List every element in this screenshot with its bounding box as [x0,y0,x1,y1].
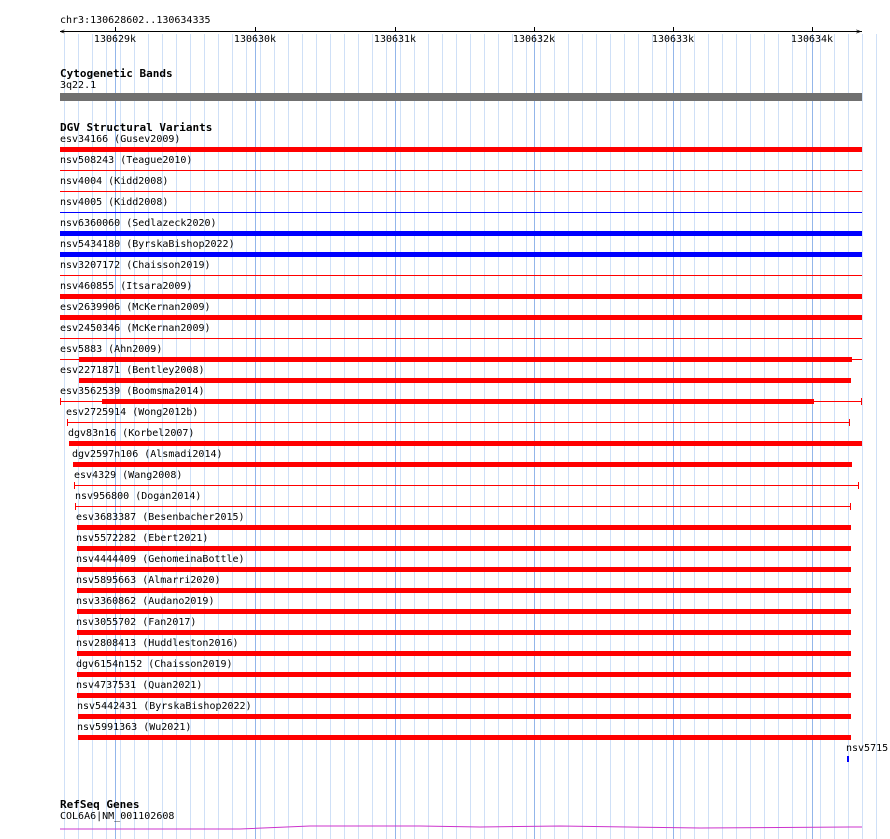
dgv-variant-bar[interactable] [77,546,851,551]
dgv-variant-bar[interactable] [79,357,852,362]
ruler-left-arrow-icon: < [60,27,65,36]
refseq-gene-label[interactable]: COL6A6|NM_001102608 [60,811,175,822]
dgv-variant-extension [60,359,79,360]
dgv-variant-bar[interactable] [77,525,851,530]
dgv-variant-label[interactable]: nsv6360060 (Sedlazeck2020) [60,218,217,229]
dgv-variant-bar[interactable] [77,651,851,656]
dgv-variant-label[interactable]: nsv5442431 (ByrskaBishop2022) [77,701,252,712]
locus-label: chr3:130628602..130634335 [60,15,211,26]
dgv-small-feature-label[interactable]: nsv5715 [846,743,889,754]
dgv-variant-endcap [74,482,75,489]
dgv-variant-label[interactable]: esv2271871 (Bentley2008) [60,365,205,376]
ruler-tick-label: 130630k [233,34,277,45]
dgv-variant-bar[interactable] [60,170,862,171]
dgv-small-feature-bar[interactable] [847,756,849,762]
dgv-variant-bar[interactable] [69,441,862,446]
dgv-variant-bar[interactable] [78,735,851,740]
dgv-variant-label[interactable]: esv3562539 (Boomsma2014) [60,386,205,397]
dgv-variant-endcap [858,482,859,489]
dgv-variant-label[interactable]: nsv4004 (Kidd2008) [60,176,169,187]
dgv-variant-label[interactable]: esv34166 (Gusev2009) [60,134,181,145]
ruler-tick [115,27,116,32]
refseq-gene-model[interactable] [0,823,890,833]
dgv-variant-bar[interactable] [75,506,851,507]
dgv-variant-bar[interactable] [77,672,851,677]
dgv-variant-label[interactable]: nsv508243 (Teague2010) [60,155,193,166]
ruler-tick [255,27,256,32]
dgv-variant-extension [852,359,862,360]
dgv-variant-label[interactable]: esv3683387 (Besenbacher2015) [76,512,245,523]
dgv-variant-label[interactable]: nsv4737531 (Quan2021) [76,680,203,691]
cytoband-bar[interactable] [60,93,862,101]
ruler-tick-label: 130632k [512,34,556,45]
dgv-variant-bar[interactable] [77,609,851,614]
dgv-variant-label[interactable]: nsv5572282 (Ebert2021) [76,533,209,544]
dgv-variant-label[interactable]: nsv4444409 (GenomeinaBottle) [76,554,245,565]
refseq-track-title: RefSeq Genes [60,798,140,811]
dgv-variant-label[interactable]: nsv3360862 (Audano2019) [76,596,215,607]
dgv-variant-label[interactable]: nsv956800 (Dogan2014) [75,491,202,502]
ruler-tick [673,27,674,32]
dgv-variant-label[interactable]: nsv460855 (Itsara2009) [60,281,193,292]
dgv-variant-bar[interactable] [60,338,862,339]
dgv-variant-label[interactable]: nsv3055702 (Fan2017) [76,617,197,628]
dgv-variant-label[interactable]: nsv4005 (Kidd2008) [60,197,169,208]
ruler-tick [395,27,396,32]
dgv-variant-endcap [861,398,862,405]
dgv-variant-extension [60,401,862,402]
ruler-tick-label: 130634k [790,34,834,45]
dgv-variant-bar[interactable] [79,378,851,383]
dgv-variant-endcap [75,503,76,510]
dgv-variant-label[interactable]: nsv2808413 (Huddleston2016) [76,638,239,649]
dgv-variant-bar[interactable] [77,567,851,572]
refseq-gene-intron-line [60,826,862,829]
dgv-variant-label[interactable]: nsv5991363 (Wu2021) [77,722,192,733]
dgv-variant-label[interactable]: esv2639906 (McKernan2009) [60,302,211,313]
dgv-variant-label[interactable]: esv2450346 (McKernan2009) [60,323,211,334]
dgv-variant-bar[interactable] [60,252,862,257]
dgv-variant-bar[interactable] [60,212,862,213]
dgv-variant-bar[interactable] [74,485,859,486]
ruler-tick-label: 130631k [373,34,417,45]
dgv-variant-endcap [60,398,61,405]
cytoband-track-title: Cytogenetic Bands [60,67,173,80]
dgv-variant-label[interactable]: esv5883 (Ahn2009) [60,344,163,355]
dgv-variant-bar[interactable] [60,275,862,276]
dgv-variant-bar[interactable] [78,714,851,719]
dgv-variant-bar[interactable] [60,294,862,299]
ruler-tick-label: 130629k [93,34,137,45]
dgv-variant-bar[interactable] [60,147,862,152]
ruler-right-arrow-icon: > [856,27,861,36]
dgv-variant-label[interactable]: nsv5434180 (ByrskaBishop2022) [60,239,235,250]
dgv-variant-bar[interactable] [60,315,862,320]
dgv-variant-label[interactable]: nsv3207172 (Chaisson2019) [60,260,211,271]
dgv-variant-label[interactable]: nsv5895663 (Almarri2020) [76,575,221,586]
dgv-variant-bar[interactable] [77,630,851,635]
dgv-variant-label[interactable]: dgv6154n152 (Chaisson2019) [76,659,233,670]
dgv-variant-endcap [850,503,851,510]
dgv-variant-bar[interactable] [73,462,852,467]
dgv-variant-endcap [67,419,68,426]
dgv-variant-endcap [849,419,850,426]
dgv-variant-label[interactable]: dgv2597n106 (Alsmadi2014) [72,449,223,460]
dgv-variant-bar[interactable] [67,422,850,423]
ruler-line [60,31,862,32]
ruler-tick [812,27,813,32]
dgv-variant-bar[interactable] [60,231,862,236]
dgv-variant-bar[interactable] [77,693,851,698]
dgv-variant-label[interactable]: esv4329 (Wang2008) [74,470,183,481]
ruler-tick-label: 130633k [651,34,695,45]
dgv-variant-label[interactable]: esv2725914 (Wong2012b) [66,407,199,418]
dgv-variant-bar[interactable] [60,191,862,192]
dgv-track-title: DGV Structural Variants [60,121,213,134]
ruler-tick [534,27,535,32]
cytoband-label: 3q22.1 [60,80,97,91]
dgv-variant-bar[interactable] [77,588,851,593]
dgv-variant-label[interactable]: dgv83n16 (Korbel2007) [68,428,195,439]
